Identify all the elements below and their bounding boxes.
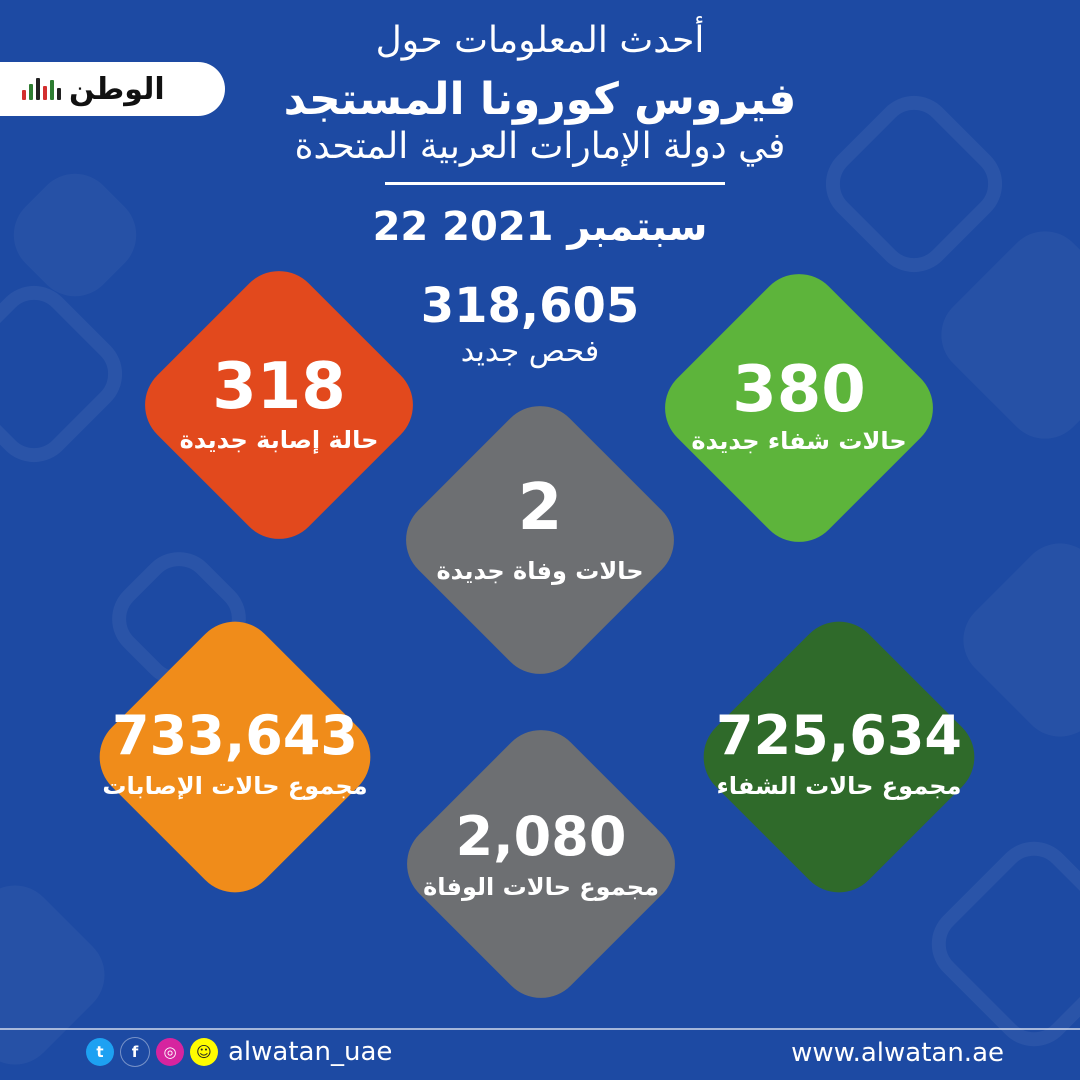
website-link[interactable]: www.alwatan.ae [791,1038,1004,1068]
new-cases-value: 318 [212,350,346,424]
twitter-icon[interactable]: t [86,1038,114,1066]
instagram-icon[interactable]: ◎ [156,1038,184,1066]
new-deaths-card [389,389,691,691]
header-title: فيروس كورونا المستجد [283,74,797,125]
new-deaths-label: حالات وفاة جديدة [436,557,644,585]
total-recovered-value: 725,634 [716,704,962,767]
new-tests-value: 318,605 [420,278,640,334]
bg-decoration [0,269,139,478]
facebook-icon[interactable]: f [120,1037,150,1067]
header-divider [385,182,725,185]
new-cases-card [128,254,430,556]
total-cases-label: مجموع حالات الإصابات [102,772,368,800]
total-cases-card [82,604,388,910]
total-deaths-label: مجموع حالات الوفاة [423,873,659,901]
new-recovered-value: 380 [732,353,866,427]
new-tests-label: فحص جديد [460,334,600,369]
snapchat-icon[interactable]: ☺ [190,1038,218,1066]
new-cases-label: حالة إصابة جديدة [179,426,379,454]
new-deaths-value: 2 [517,471,563,545]
footer-divider [0,1028,1080,1030]
header-line-3: في دولة الإمارات العربية المتحدة [294,126,786,167]
total-recovered-label: مجموع حالات الشفاء [716,772,962,800]
total-recovered-card [686,604,992,910]
social-links [86,1037,392,1067]
total-deaths-card [390,713,692,1015]
total-deaths-value: 2,080 [455,805,627,868]
report-date: 22 سبتمبر 2021 [372,204,708,250]
logo-text: الوطن [69,71,165,107]
total-cases-value: 733,643 [112,704,358,767]
new-recovered-card [648,257,950,559]
social-handle[interactable]: alwatan_uae [228,1037,393,1067]
new-recovered-label: حالات شفاء جديدة [691,427,907,455]
header-line-1: أحدث المعلومات حول [375,20,705,61]
